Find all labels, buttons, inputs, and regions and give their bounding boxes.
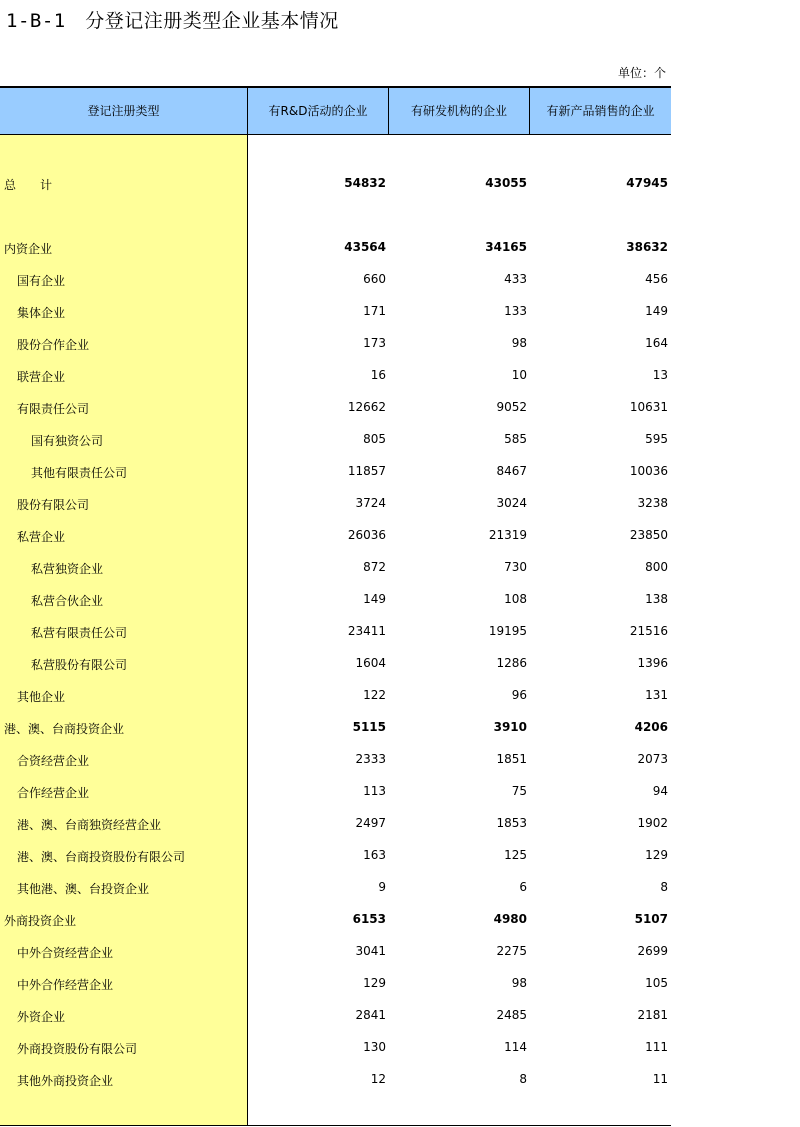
table-row xyxy=(0,1038,671,1058)
row-value-3: 111 xyxy=(645,1040,668,1054)
row-value-2: 133 xyxy=(504,304,527,318)
row-value-1: 872 xyxy=(363,560,386,574)
table-header xyxy=(0,88,671,134)
table-bottom-rule xyxy=(0,1125,671,1126)
column-divider xyxy=(388,88,389,134)
unit-label: 单位：个 xyxy=(617,66,666,80)
row-label: 港、澳、台商投资企业 xyxy=(4,722,125,736)
row-value-2: 433 xyxy=(504,272,527,286)
row-label: 合作经营企业 xyxy=(17,786,90,800)
table-row xyxy=(0,846,671,866)
row-value-3: 3238 xyxy=(637,496,668,510)
row-label: 外商投资企业 xyxy=(4,914,77,928)
row-value-1: 3041 xyxy=(355,944,386,958)
row-value-3: 23850 xyxy=(629,528,668,542)
row-label: 私营合伙企业 xyxy=(31,594,104,608)
row-value-3: 138 xyxy=(645,592,668,606)
row-label: 私营股份有限公司 xyxy=(31,658,128,672)
row-value-2: 19195 xyxy=(488,624,527,638)
header-rd-activity: 有R&D活动的企业 xyxy=(268,104,368,118)
row-value-2: 98 xyxy=(511,976,527,990)
row-value-3: 38632 xyxy=(626,240,668,254)
table-row xyxy=(0,590,671,610)
row-value-3: 129 xyxy=(645,848,668,862)
row-value-2: 6 xyxy=(519,880,527,894)
row-value-2: 108 xyxy=(504,592,527,606)
row-label: 国有企业 xyxy=(17,274,66,288)
table-row xyxy=(0,654,671,674)
table-row xyxy=(0,750,671,770)
table-row xyxy=(0,462,671,482)
row-label: 合资经营企业 xyxy=(17,754,90,768)
row-value-1: 130 xyxy=(363,1040,386,1054)
row-value-1: 660 xyxy=(363,272,386,286)
row-label: 其他有限责任公司 xyxy=(31,466,128,480)
row-value-3: 131 xyxy=(645,688,668,702)
table-row xyxy=(0,910,671,930)
row-value-1: 129 xyxy=(363,976,386,990)
row-value-1: 6153 xyxy=(352,912,386,926)
row-label: 内资企业 xyxy=(4,242,53,256)
row-value-1: 149 xyxy=(363,592,386,606)
row-value-2: 1851 xyxy=(496,752,527,766)
row-value-3: 4206 xyxy=(634,720,668,734)
row-value-3: 149 xyxy=(645,304,668,318)
row-value-2: 1286 xyxy=(496,656,527,670)
table-row xyxy=(0,782,671,802)
row-value-3: 595 xyxy=(645,432,668,446)
row-value-3: 1396 xyxy=(637,656,668,670)
row-value-3: 11 xyxy=(652,1072,668,1086)
page-title: 1-B-1 分登记注册类型企业基本情况 xyxy=(6,10,339,32)
row-value-1: 5115 xyxy=(352,720,386,734)
table-row xyxy=(0,398,671,418)
row-value-3: 8 xyxy=(660,880,668,894)
row-value-1: 2841 xyxy=(355,1008,386,1022)
row-value-1: 9 xyxy=(378,880,386,894)
row-value-1: 26036 xyxy=(347,528,386,542)
row-value-2: 43055 xyxy=(485,176,527,190)
row-value-2: 34165 xyxy=(485,240,527,254)
row-value-3: 21516 xyxy=(629,624,668,638)
table-row xyxy=(0,1070,671,1090)
row-value-2: 730 xyxy=(504,560,527,574)
header-new-product-sales: 有新产品销售的企业 xyxy=(546,104,655,118)
row-value-1: 11857 xyxy=(347,464,386,478)
row-value-2: 3910 xyxy=(493,720,527,734)
header-rd-institution: 有研发机构的企业 xyxy=(410,104,507,118)
table-row xyxy=(0,302,671,322)
row-value-2: 96 xyxy=(511,688,527,702)
table-row xyxy=(0,878,671,898)
row-value-1: 12 xyxy=(370,1072,386,1086)
row-value-3: 1902 xyxy=(637,816,668,830)
row-value-3: 2181 xyxy=(637,1008,668,1022)
table-row xyxy=(0,270,671,290)
row-value-1: 2333 xyxy=(355,752,386,766)
row-label: 港、澳、台商投资股份有限公司 xyxy=(17,850,186,864)
row-value-1: 43564 xyxy=(344,240,386,254)
row-label: 其他港、澳、台投资企业 xyxy=(17,882,150,896)
row-value-1: 122 xyxy=(363,688,386,702)
table-row xyxy=(0,494,671,514)
row-value-2: 125 xyxy=(504,848,527,862)
row-value-3: 105 xyxy=(645,976,668,990)
row-value-3: 2699 xyxy=(637,944,668,958)
row-label: 中外合资经营企业 xyxy=(17,946,114,960)
row-value-1: 163 xyxy=(363,848,386,862)
row-value-1: 23411 xyxy=(347,624,386,638)
row-label: 私营独资企业 xyxy=(31,562,104,576)
table-row xyxy=(0,814,671,834)
row-label: 总 计 xyxy=(4,178,53,192)
table-row xyxy=(0,238,671,258)
table-row xyxy=(0,526,671,546)
table-row xyxy=(0,942,671,962)
row-value-1: 805 xyxy=(363,432,386,446)
row-label: 外资企业 xyxy=(17,1010,66,1024)
row-value-2: 114 xyxy=(504,1040,527,1054)
row-value-1: 54832 xyxy=(344,176,386,190)
row-label: 外商投资股份有限公司 xyxy=(17,1042,138,1056)
row-value-3: 13 xyxy=(652,368,668,382)
row-label: 其他企业 xyxy=(17,690,66,704)
row-value-2: 21319 xyxy=(488,528,527,542)
row-label: 私营有限责任公司 xyxy=(31,626,128,640)
table-row xyxy=(0,622,671,642)
row-value-2: 9052 xyxy=(496,400,527,414)
table-row xyxy=(0,1006,671,1026)
row-label: 联营企业 xyxy=(17,370,66,384)
header-registration-type: 登记注册类型 xyxy=(87,104,160,118)
table-row xyxy=(0,174,671,194)
row-label: 其他外商投资企业 xyxy=(17,1074,114,1088)
row-value-3: 2073 xyxy=(637,752,668,766)
row-label: 集体企业 xyxy=(17,306,66,320)
row-value-2: 585 xyxy=(504,432,527,446)
table-row xyxy=(0,686,671,706)
row-label: 有限责任公司 xyxy=(17,402,90,416)
row-label: 港、澳、台商独资经营企业 xyxy=(17,818,162,832)
row-value-1: 113 xyxy=(363,784,386,798)
row-value-1: 16 xyxy=(370,368,386,382)
row-value-2: 4980 xyxy=(493,912,527,926)
row-value-2: 1853 xyxy=(496,816,527,830)
row-value-3: 47945 xyxy=(626,176,668,190)
row-label: 国有独资公司 xyxy=(31,434,104,448)
row-value-3: 10036 xyxy=(629,464,668,478)
row-value-3: 10631 xyxy=(629,400,668,414)
column-divider xyxy=(529,88,530,134)
row-value-3: 800 xyxy=(645,560,668,574)
row-label: 股份合作企业 xyxy=(17,338,90,352)
row-label: 私营企业 xyxy=(17,530,66,544)
table-row xyxy=(0,558,671,578)
row-label: 股份有限公司 xyxy=(17,498,90,512)
row-value-2: 3024 xyxy=(496,496,527,510)
row-label: 中外合作经营企业 xyxy=(17,978,114,992)
row-value-3: 5107 xyxy=(634,912,668,926)
row-value-3: 164 xyxy=(645,336,668,350)
row-value-2: 2485 xyxy=(496,1008,527,1022)
row-value-3: 456 xyxy=(645,272,668,286)
row-value-1: 1604 xyxy=(355,656,386,670)
table-row xyxy=(0,430,671,450)
row-value-1: 12662 xyxy=(347,400,386,414)
row-value-1: 171 xyxy=(363,304,386,318)
row-value-2: 8467 xyxy=(496,464,527,478)
row-value-1: 3724 xyxy=(355,496,386,510)
row-value-2: 98 xyxy=(511,336,527,350)
table-row xyxy=(0,974,671,994)
table-row xyxy=(0,334,671,354)
row-value-2: 8 xyxy=(519,1072,527,1086)
row-value-1: 173 xyxy=(363,336,386,350)
row-value-3: 94 xyxy=(652,784,668,798)
table-row xyxy=(0,366,671,386)
row-value-2: 10 xyxy=(511,368,527,382)
row-value-2: 2275 xyxy=(496,944,527,958)
table-row xyxy=(0,718,671,738)
row-value-2: 75 xyxy=(511,784,527,798)
row-value-1: 2497 xyxy=(355,816,386,830)
